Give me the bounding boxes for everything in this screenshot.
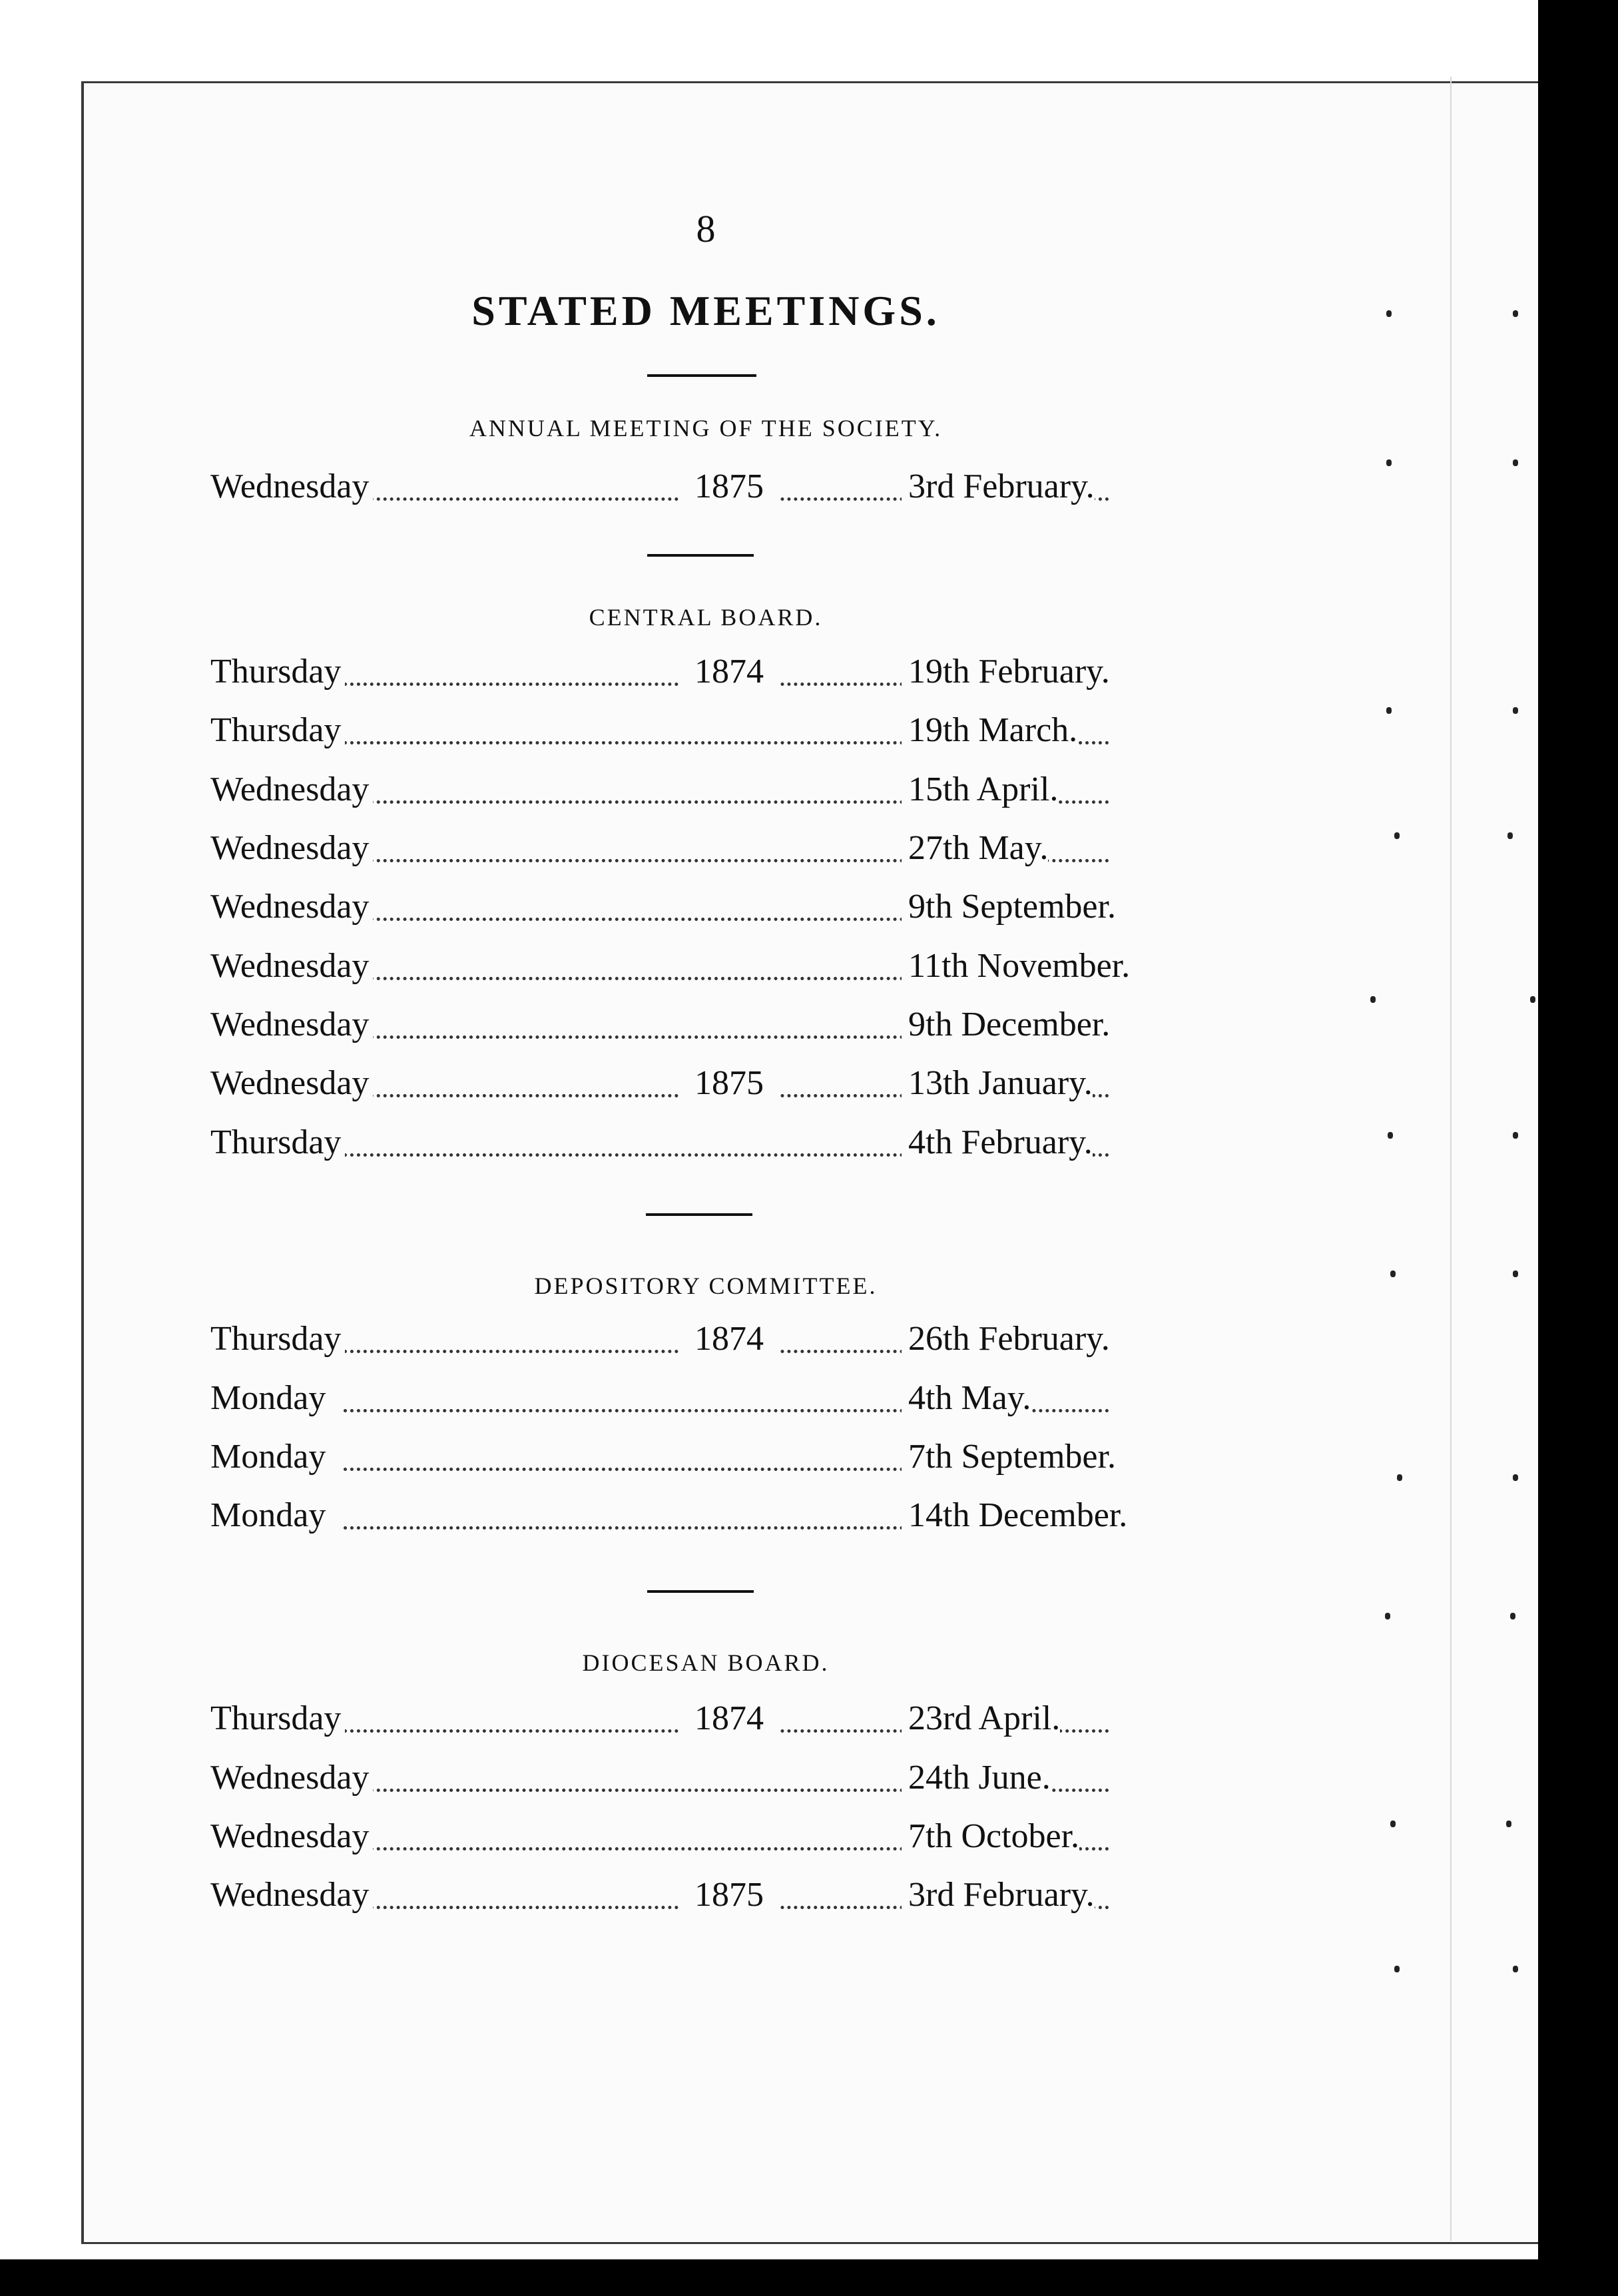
meeting-year: 1875: [679, 1875, 779, 1914]
meeting-day: Wednesday: [210, 1063, 373, 1103]
section-rule: [647, 554, 754, 557]
meeting-day: Wednesday: [210, 1005, 373, 1044]
meeting-date: 4th February.: [902, 1123, 1093, 1162]
ink-speck: [1513, 459, 1518, 466]
ink-speck: [1388, 1132, 1393, 1139]
ink-speck: [1507, 832, 1513, 839]
meeting-date: 26th February.: [902, 1319, 1110, 1358]
ink-speck: [1390, 1271, 1396, 1277]
meeting-row: [210, 1816, 1183, 1863]
meeting-date: 3rd February.: [902, 467, 1095, 506]
meeting-year: 1874: [679, 1699, 779, 1738]
meeting-row: [210, 1004, 1183, 1051]
ink-speck: [1385, 1613, 1390, 1619]
ink-speck: [1390, 1821, 1396, 1827]
meeting-date: 27th May.: [902, 828, 1048, 868]
meeting-day: Monday: [210, 1378, 330, 1418]
ink-speck: [1510, 1613, 1515, 1619]
meeting-day: Thursday: [210, 1699, 345, 1738]
section-heading-annual-meeting: ANNUAL MEETING OF THE SOCIETY.: [469, 415, 943, 441]
section-heading-depository-committee: DEPOSITORY COMMITTEE.: [534, 1273, 878, 1299]
meeting-day: Wednesday: [210, 1758, 373, 1797]
meeting-day: Wednesday: [210, 1817, 373, 1856]
meeting-date: 4th May.: [902, 1378, 1031, 1418]
meeting-date: 3rd February.: [902, 1875, 1095, 1914]
page-title: STATED MEETINGS.: [471, 287, 940, 334]
section-heading-diocesan-board: DIOCESAN BOARD.: [582, 1649, 830, 1676]
meeting-row: [210, 1757, 1183, 1804]
ink-speck: [1513, 1474, 1518, 1481]
meeting-date: 14th December.: [902, 1496, 1127, 1535]
meeting-day: Thursday: [210, 652, 345, 691]
meeting-date: 7th September.: [902, 1437, 1116, 1476]
ink-speck: [1397, 1474, 1402, 1481]
meeting-row: [210, 1378, 1183, 1424]
meeting-year: 1874: [679, 652, 779, 691]
meeting-day: Wednesday: [210, 770, 373, 809]
meeting-year: 1875: [679, 467, 779, 506]
ink-speck: [1370, 996, 1376, 1003]
ink-speck: [1386, 459, 1392, 466]
ink-speck: [1530, 996, 1535, 1003]
meeting-date: 9th September.: [902, 887, 1116, 926]
meeting-date: 24th June.: [902, 1758, 1051, 1797]
meeting-row: [210, 1318, 1183, 1365]
meeting-row: [210, 1495, 1183, 1542]
meeting-date: 11th November.: [902, 946, 1130, 986]
scan-border-bottom: [0, 2259, 1618, 2296]
meeting-row: [210, 1436, 1183, 1483]
page-fold-line: [1450, 77, 1452, 2241]
meeting-date: 9th December.: [902, 1005, 1110, 1044]
meeting-day: Wednesday: [210, 828, 373, 868]
meeting-day: Monday: [210, 1437, 330, 1476]
section-rule: [647, 1590, 754, 1593]
meeting-day: Wednesday: [210, 887, 373, 926]
section-rule: [646, 1213, 752, 1216]
meeting-row: [210, 769, 1183, 816]
ink-speck: [1513, 310, 1518, 317]
meeting-row: [210, 1122, 1183, 1169]
meeting-day: Wednesday: [210, 946, 373, 986]
meeting-date: 19th March.: [902, 711, 1077, 750]
meeting-date: 19th February.: [902, 652, 1110, 691]
meeting-day: Wednesday: [210, 1875, 373, 1914]
meeting-date: 13th January.: [902, 1063, 1093, 1103]
meeting-day: Thursday: [210, 1319, 345, 1358]
scan-border-right: [1538, 0, 1618, 2296]
ink-speck: [1394, 1966, 1400, 1972]
meeting-day: Thursday: [210, 711, 345, 750]
ink-speck: [1513, 1966, 1518, 1972]
meeting-row: [210, 886, 1183, 933]
section-heading-central-board: CENTRAL BOARD.: [589, 604, 823, 631]
ink-speck: [1506, 1821, 1511, 1827]
meeting-year: 1875: [679, 1063, 779, 1103]
scan-margin-top: [0, 0, 1618, 73]
meeting-year: 1874: [679, 1319, 779, 1358]
meeting-row: [210, 466, 1183, 513]
meeting-row: [210, 651, 1183, 698]
meeting-day: Wednesday: [210, 467, 373, 506]
title-rule: [647, 374, 756, 377]
page-number: 8: [696, 207, 716, 250]
meeting-row: [210, 1698, 1183, 1745]
meeting-day: Monday: [210, 1496, 330, 1535]
ink-speck: [1513, 1132, 1518, 1139]
ink-speck: [1386, 707, 1392, 714]
meeting-day: Thursday: [210, 1123, 345, 1162]
meeting-row: [210, 710, 1183, 756]
meeting-date: 15th April.: [902, 770, 1058, 809]
ink-speck: [1513, 707, 1518, 714]
meeting-date: 7th October.: [902, 1817, 1079, 1856]
meeting-row: [210, 828, 1183, 874]
meeting-row: [210, 946, 1183, 992]
meeting-row: [210, 1874, 1183, 1921]
ink-speck: [1394, 832, 1400, 839]
meeting-row: [210, 1063, 1183, 1109]
meeting-date: 23rd April.: [902, 1699, 1060, 1738]
ink-speck: [1513, 1271, 1518, 1277]
ink-speck: [1386, 310, 1392, 317]
